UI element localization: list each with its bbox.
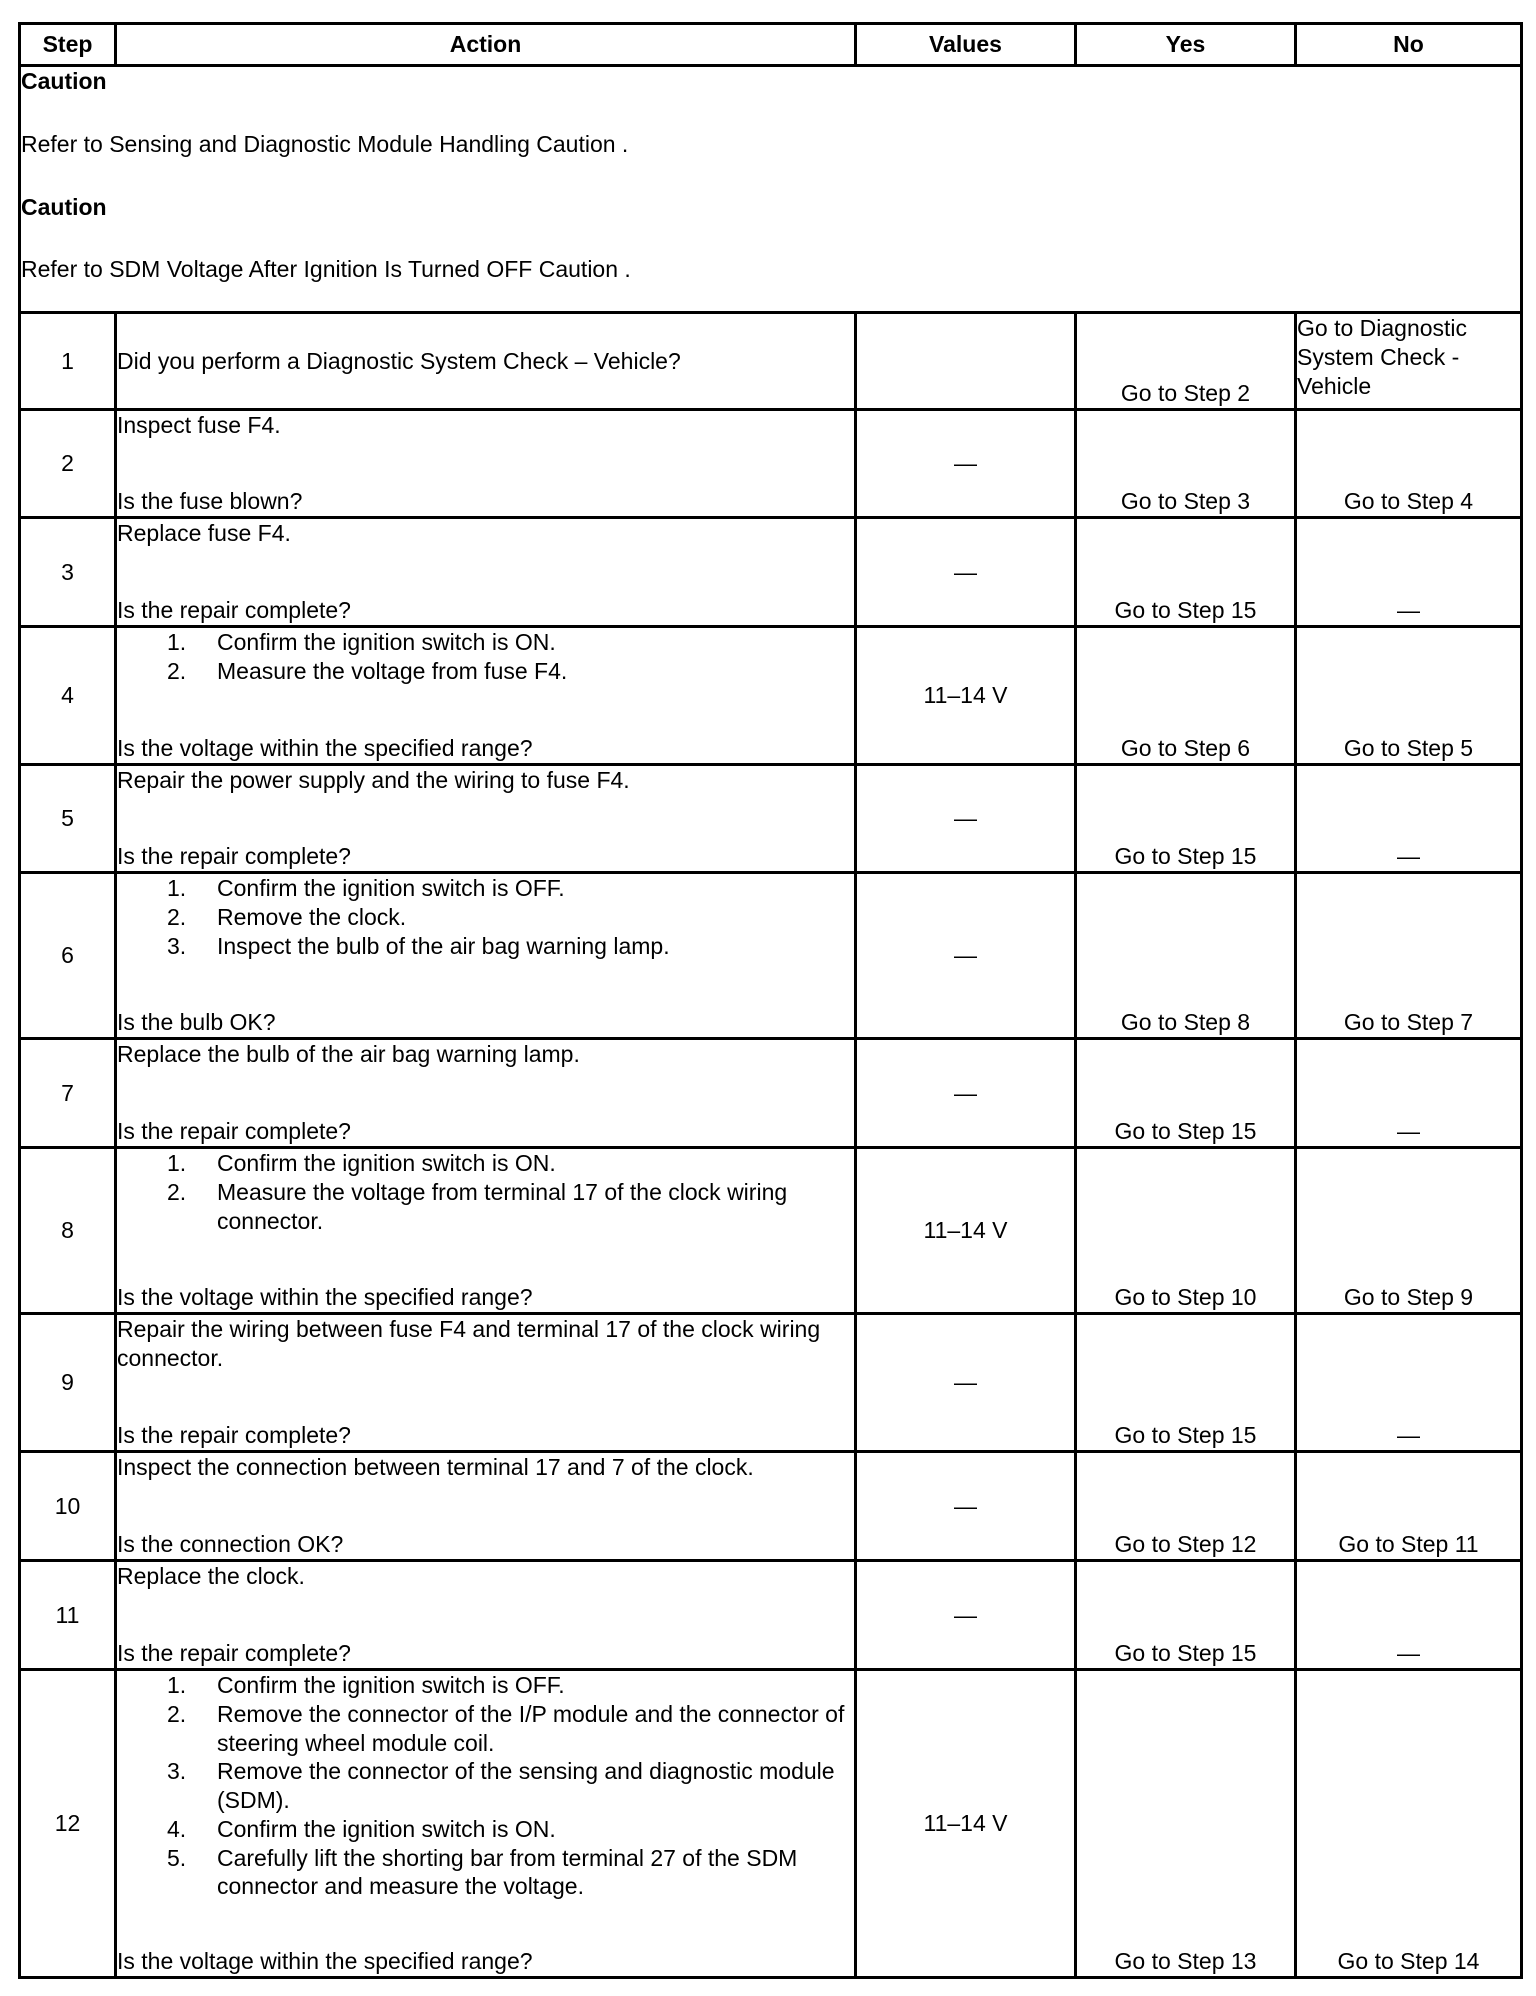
no-cell: — — [1296, 1314, 1522, 1452]
diagnostic-table — [18, 22, 1523, 1979]
substep-list — [117, 874, 854, 960]
values-cell: — — [856, 765, 1076, 873]
substep-item — [117, 657, 854, 686]
step-number: 3 — [20, 518, 116, 627]
values-cell: — — [856, 1452, 1076, 1561]
substep-item — [117, 1178, 854, 1236]
no-cell: Go to Step 11 — [1296, 1452, 1522, 1561]
action-top — [117, 1315, 854, 1373]
action-top — [117, 1453, 854, 1482]
yes-cell: Go to Step 15 — [1076, 1314, 1296, 1452]
no-cell: — — [1296, 518, 1522, 627]
substep-number: 2. — [167, 1700, 187, 1727]
step-number: 6 — [20, 873, 116, 1039]
step-number: 1 — [20, 313, 116, 410]
substep-item — [117, 903, 854, 932]
substep-number: 2. — [167, 903, 187, 930]
table-row — [20, 1561, 1522, 1670]
action-text: Did you perform a Diagnostic System Check – Vehicle? — [117, 347, 681, 374]
action-cell — [116, 1670, 856, 1978]
action-question: Is the bulb OK? — [117, 1009, 276, 1036]
substep-number: 2. — [167, 657, 187, 684]
action-top — [117, 1040, 854, 1069]
step-number: 9 — [20, 1314, 116, 1452]
action-text: Repair the power supply and the wiring to fuse F4. — [117, 767, 630, 793]
action-question: Is the fuse blown? — [117, 488, 303, 515]
action-top — [117, 519, 854, 548]
substep-number: 4. — [167, 1815, 187, 1842]
caution-title: Caution — [21, 193, 107, 220]
step-number: 12 — [20, 1670, 116, 1978]
yes-cell: Go to Step 15 — [1076, 765, 1296, 873]
substep-number: 1. — [167, 629, 187, 655]
action-question: Is the repair complete? — [117, 843, 351, 870]
action-content — [117, 314, 854, 408]
substep-item — [117, 932, 854, 961]
header-step: Step — [20, 24, 116, 66]
action-cell — [116, 1561, 856, 1670]
yes-cell: Go to Step 3 — [1076, 410, 1296, 518]
action-cell — [116, 627, 856, 765]
action-question: Is the repair complete? — [117, 1118, 351, 1145]
header-row — [20, 24, 1522, 66]
no-cell: Go to Step 4 — [1296, 410, 1522, 518]
substep-item — [117, 628, 854, 657]
action-content — [117, 1562, 854, 1668]
action-content — [117, 1671, 854, 1976]
substep-number: 1. — [167, 1672, 187, 1698]
yes-cell: Go to Step 15 — [1076, 1039, 1296, 1148]
substep-text: Remove the connector of the sensing and diagnostic module (SDM). — [217, 1758, 835, 1813]
substep-item — [117, 1844, 854, 1902]
action-content — [117, 874, 854, 1037]
action-question: Is the repair complete? — [117, 1640, 351, 1667]
header-values: Values — [856, 24, 1076, 66]
values-cell — [856, 313, 1076, 410]
substep-text: Inspect the bulb of the air bag warning lamp. — [217, 932, 670, 959]
action-cell — [116, 1039, 856, 1148]
no-cell: — — [1296, 765, 1522, 873]
table-row — [20, 1452, 1522, 1561]
yes-cell: Go to Step 12 — [1076, 1452, 1296, 1561]
no-cell: Go to Step 9 — [1296, 1148, 1522, 1314]
substep-item — [117, 1815, 854, 1844]
step-number: 5 — [20, 765, 116, 873]
table-row — [20, 313, 1522, 410]
no-cell: — — [1296, 1039, 1522, 1148]
action-cell — [116, 765, 856, 873]
values-cell: 11–14 V — [856, 1670, 1076, 1978]
action-text: Repair the wiring between fuse F4 and terminal 17 of the clock wiring connector. — [117, 1316, 821, 1371]
values-cell: — — [856, 410, 1076, 518]
action-content — [117, 519, 854, 625]
substep-number: 1. — [167, 1150, 187, 1176]
substep-text: Measure the voltage from fuse F4. — [217, 657, 568, 684]
substep-text: Carefully lift the shorting bar from terminal 27 of the SDM connector and measure the voltage. — [217, 1844, 798, 1900]
yes-cell: Go to Step 8 — [1076, 873, 1296, 1039]
caution-text: Refer to Sensing and Diagnostic Module Handling Caution . — [21, 130, 629, 157]
no-cell: Go to Diagnostic System Check - Vehicle — [1296, 313, 1522, 410]
step-number: 2 — [20, 410, 116, 518]
action-top — [117, 1562, 854, 1591]
yes-cell: Go to Step 13 — [1076, 1670, 1296, 1978]
no-cell: Go to Step 7 — [1296, 873, 1522, 1039]
table-row — [20, 1670, 1522, 1978]
caution-text: Refer to SDM Voltage After Ignition Is Turned OFF Caution . — [21, 256, 631, 283]
action-top — [117, 766, 854, 795]
caution-title: Caution — [21, 68, 107, 94]
step-number: 4 — [20, 627, 116, 765]
action-top — [117, 874, 854, 960]
substep-text: Remove the clock. — [217, 903, 407, 930]
yes-cell: Go to Step 15 — [1076, 518, 1296, 627]
action-text: Inspect fuse F4. — [117, 412, 281, 438]
values-cell: — — [856, 1039, 1076, 1148]
substep-item — [117, 1149, 854, 1178]
action-top — [117, 1671, 854, 1901]
substep-text: Confirm the ignition switch is ON. — [217, 1150, 556, 1176]
step-number: 10 — [20, 1452, 116, 1561]
substep-text: Remove the connector of the I/P module and the connector of steering wheel module coil. — [217, 1700, 845, 1756]
no-cell: Go to Step 5 — [1296, 627, 1522, 765]
yes-cell: Go to Step 15 — [1076, 1561, 1296, 1670]
action-question: Is the voltage within the specified range? — [117, 735, 533, 762]
step-number: 11 — [20, 1561, 116, 1670]
table-row — [20, 518, 1522, 627]
substep-number: 2. — [167, 1178, 187, 1205]
step-number: 8 — [20, 1148, 116, 1314]
action-text: Replace fuse F4. — [117, 520, 291, 546]
action-question: Is the repair complete? — [117, 597, 351, 624]
action-text: Inspect the connection between terminal 17 and 7 of the clock. — [117, 1454, 754, 1480]
substep-item — [117, 874, 854, 903]
substep-number: 3. — [167, 1758, 187, 1785]
action-question: Is the repair complete? — [117, 1422, 351, 1449]
header-action: Action — [116, 24, 856, 66]
values-cell: — — [856, 873, 1076, 1039]
action-top — [117, 411, 854, 440]
action-cell — [116, 313, 856, 410]
table-row — [20, 410, 1522, 518]
values-cell: — — [856, 518, 1076, 627]
action-question: Is the connection OK? — [117, 1531, 344, 1558]
action-text: Replace the clock. — [117, 1563, 305, 1589]
caution-cell — [20, 66, 1522, 313]
action-question: Is the voltage within the specified range? — [117, 1284, 533, 1311]
action-cell — [116, 1314, 856, 1452]
table-row — [20, 1039, 1522, 1148]
substep-text: Confirm the ignition switch is ON. — [217, 1815, 556, 1842]
action-content — [117, 1453, 854, 1559]
action-question: Is the voltage within the specified range? — [117, 1948, 533, 1975]
action-text: Replace the bulb of the air bag warning lamp. — [117, 1041, 580, 1067]
action-cell — [116, 1148, 856, 1314]
substep-item — [117, 1700, 854, 1758]
no-cell: Go to Step 14 — [1296, 1670, 1522, 1978]
yes-cell: Go to Step 6 — [1076, 627, 1296, 765]
substep-item — [117, 1757, 854, 1815]
header-yes: Yes — [1076, 24, 1296, 66]
values-cell: 11–14 V — [856, 1148, 1076, 1314]
action-top — [117, 628, 854, 686]
header-no: No — [1296, 24, 1522, 66]
caution-row — [20, 66, 1522, 313]
substep-number: 1. — [167, 875, 187, 901]
no-cell: — — [1296, 1561, 1522, 1670]
yes-cell: Go to Step 10 — [1076, 1148, 1296, 1314]
yes-cell: Go to Step 2 — [1076, 313, 1296, 410]
values-cell: — — [856, 1314, 1076, 1452]
action-cell — [116, 873, 856, 1039]
values-cell: — — [856, 1561, 1076, 1670]
action-content — [117, 1315, 854, 1450]
substep-text: Confirm the ignition switch is ON. — [217, 629, 556, 655]
action-cell — [116, 1452, 856, 1561]
values-cell: 11–14 V — [856, 627, 1076, 765]
table-row — [20, 1148, 1522, 1314]
substep-text: Measure the voltage from terminal 17 of the clock wiring connector. — [217, 1178, 788, 1234]
action-content — [117, 1149, 854, 1312]
action-content — [117, 1040, 854, 1146]
substep-list — [117, 628, 854, 686]
table-row — [20, 765, 1522, 873]
action-content — [117, 628, 854, 763]
action-content — [117, 411, 854, 516]
step-number: 7 — [20, 1039, 116, 1148]
table-row — [20, 627, 1522, 765]
action-top — [117, 347, 854, 376]
substep-number: 3. — [167, 932, 187, 959]
table-row — [20, 873, 1522, 1039]
action-content — [117, 766, 854, 871]
substep-text: Confirm the ignition switch is OFF. — [217, 1672, 565, 1698]
action-cell — [116, 518, 856, 627]
table-row — [20, 1314, 1522, 1452]
substep-item — [117, 1671, 854, 1700]
action-cell — [116, 410, 856, 518]
substep-list — [117, 1149, 854, 1235]
substep-text: Confirm the ignition switch is OFF. — [217, 875, 565, 901]
substep-list — [117, 1671, 854, 1901]
substep-number: 5. — [167, 1844, 187, 1871]
action-top — [117, 1149, 854, 1235]
